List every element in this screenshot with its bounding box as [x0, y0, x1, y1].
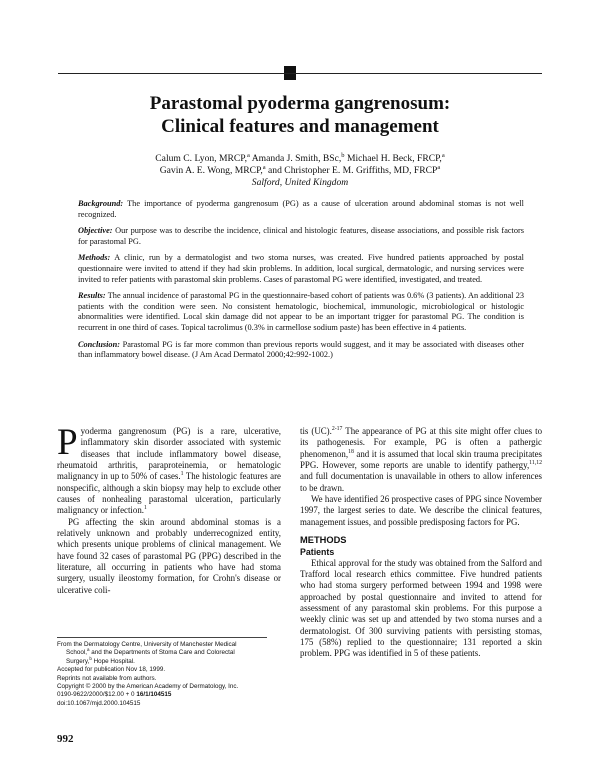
footnote-affiliation: From the Dermatology Centre, University of Manchester Medical — [57, 641, 237, 648]
footnote-copyright: Copyright © 2000 by the American Academy of Dermatology, Inc. — [57, 683, 239, 691]
drop-cap: P — [57, 422, 78, 463]
footnote-issn: 0190-9622/2000/$12.00 + 0 16/1/104515 — [57, 691, 172, 699]
title-line-1: Parastomal pyoderma gangrenosum: — [149, 93, 451, 114]
footnote-block — [57, 641, 282, 708]
header-rule — [58, 73, 542, 74]
footnote-doi: doi:10.1067/mjd.2000.104515 — [57, 699, 141, 707]
footnote-affiliation-cont: School,$^a$ and the Departments of Stoma Care and Colorectal — [66, 647, 235, 657]
footnote-accepted: Accepted for publication Nov 18, 1999. — [57, 666, 166, 674]
intro-paragraph-2: PG affecting the skin around abdominal stomas is a relatively unknown and probably underrecognized entity, which presents unique problems of clinical management. We have found 32 cases of parastomal PG (PPG) described in the literature, all occurring in patients who have had stoma surgery, usually ileostomy formation, for Crohn's disease or ulcerative coli- — [57, 516, 281, 595]
author-list — [0, 153, 600, 189]
footnote-reprints: Reprints not available from authors. — [57, 674, 157, 682]
abstract-methods: Methods: A clinic, run by a dermatologist and two stoma nurses, was created. Five hundred patients approached by postal questionnaire were invited to attend if they had skin problems. In addition, local surgical, dermatologic, and nursing services were invited to refer patients with parastomal skin problems. Cases of parastomal PG were identified, investigated, and treated. — [78, 253, 524, 284]
abstract-objective: Objective: Our purpose was to describe the incidence, clinical and histologic features, disease associations, and possible risk factors for parastomal PG. — [78, 226, 524, 246]
abstract — [78, 199, 524, 367]
author-location: Salford, United Kingdom — [251, 177, 349, 188]
title-line-2: Clinical features and management — [161, 116, 439, 137]
intro-paragraph-continued: tis (UC).$^{2-17}$ The appearance of PG at this site might offer clues to its pathogenesis. For example, PG is often a pathergic phenomenon,$^{18}$ and it is assumed that local skin trauma precipitates PPG. However, some reports are unable to identify pathergy,$^{11,12}$ and full documentation is unavailable in others to allow inferences to be drawn. — [300, 426, 543, 493]
abstract-results: Results: The annual incidence of parastomal PG in the questionnaire-based cohort of patients was 0.6% (3 patients). An additional 23 patients with the condition were seen. No consistent hematologic, biochemical, immunologic, microbiological or histologic abnormalities were identified. Local skin damage did not appear to be an important trigger for parastomal PG. The condition is recurrent in one third of cases. Topical tacrolimus (0.3% in carmellose sodium paste) has been effective in 4 patients. — [78, 291, 524, 332]
footnote-rule — [57, 637, 267, 638]
abstract-background: Background: The importance of pyoderma gangrenosum (PG) as a cause of ulceration around abdominal stomas is not well recognized. — [78, 199, 524, 219]
page-number: 992 — [57, 733, 74, 745]
abstract-conclusion: Conclusion: Parastomal PG is far more common than previous reports would suggest, and it may be associated with diseases other than inflammatory bowel disease. (J Am Acad Dermatol 2000;42:992-1002.) — [78, 339, 524, 360]
author-line-2: Gavin A. E. Wong, MRCP,$^a$ and Christopher E. M. Griffiths, MD, FRCP$^a$ — [159, 163, 441, 176]
intro-paragraph-1: Pyoderma gangrenosum (PG) is a rare, ulcerative, inflammatory skin disorder associated with systemic diseases that include inflammatory bowel disease, rheumatoid arthritis, paraproteinemia, or hematologic malignancy in up to 50% of cases.$^1$ The histologic features are nonspecific, although a skin biopsy may help to exclude other causes of nonhealing parastomal ulceration, particularly malignancy or infection.$^1$ — [57, 422, 281, 516]
body-column-left — [57, 422, 281, 596]
patients-subheading: Patients — [300, 546, 335, 557]
footnote-affiliation-cont-2: Surgery,$^b$ Hope Hospital. — [66, 655, 135, 665]
methods-heading: METHODS — [300, 535, 347, 546]
intro-paragraph-3: We have identified 26 prospective cases of PPG since November 1997, the largest series to date. We describe the clinical features, management issues, and possible predisposing factors for PG. — [300, 494, 542, 527]
methods-paragraph-1: Ethical approval for the study was obtained from the Salford and Trafford local research ethics committee. Five hundred patients who had stoma surgery performed between 1994 and 1998 were approached by postal questionnaire and invited to attend for assessment of any parastomal skin problems. For this purpose a weekly clinic was set up and attended by two stoma nurses and a dermatologist. Of 300 surviving patients with persisting stomas, 175 (58%) replied to the questionnaire; 131 reported a skin problem. PPG was identified in 5 of these patients. — [300, 557, 542, 659]
article-title — [0, 92, 600, 138]
body-column-right — [300, 426, 542, 660]
author-line-1: Calum C. Lyon, MRCP,$^a$ Amanda J. Smith, BSc,$^b$ Michael H. Beck, FRCP,$^a$ — [155, 151, 445, 164]
